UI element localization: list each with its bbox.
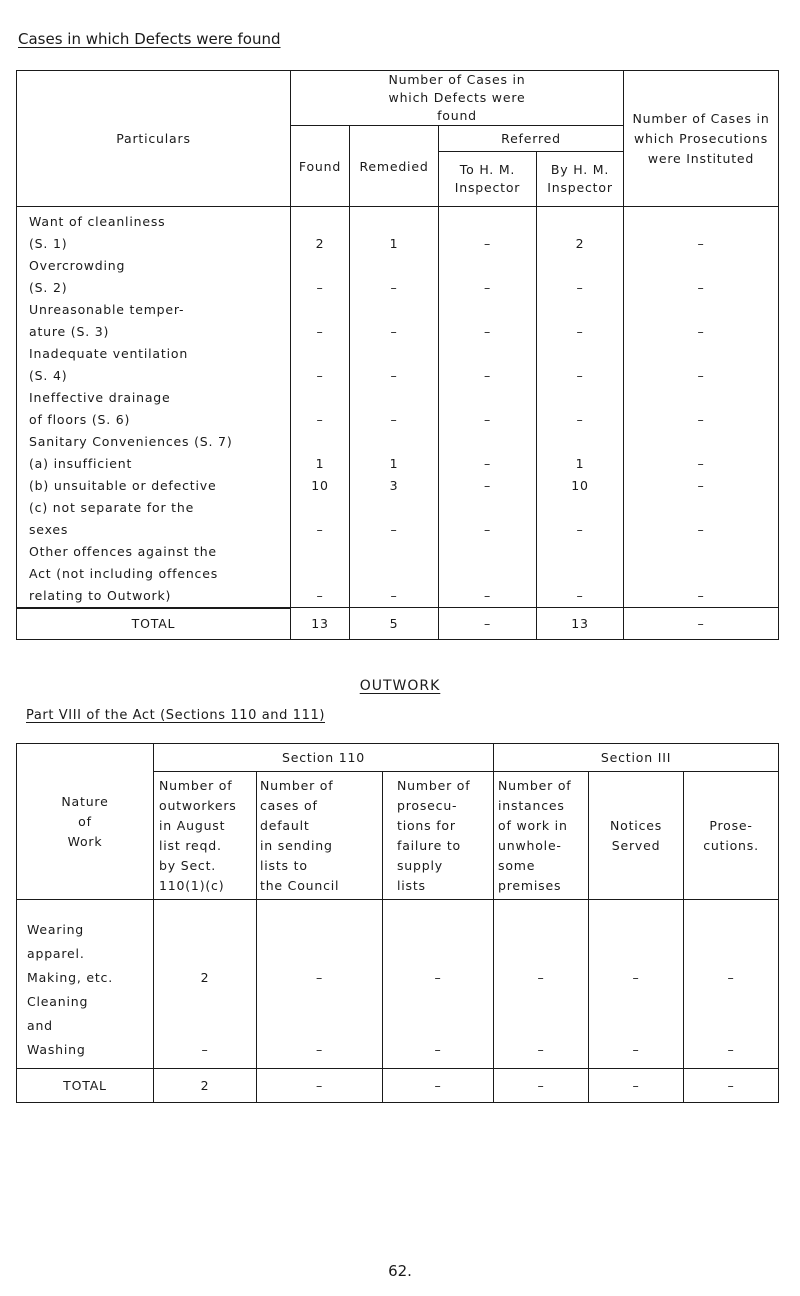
outwork-total-value: – — [589, 1068, 684, 1102]
cell-value: – — [390, 521, 398, 537]
referred-header: Referred — [439, 126, 624, 152]
cell-value: – — [697, 367, 705, 383]
header-line: some — [498, 857, 536, 873]
cell-remedied — [350, 431, 439, 453]
cell-by-hm — [537, 207, 624, 255]
cell-value: 2 — [315, 235, 325, 251]
cell-by-hm — [537, 343, 624, 387]
particulars-line: Inadequate ventilation — [29, 345, 189, 361]
table-row — [17, 497, 779, 541]
defects-table-body — [17, 207, 779, 608]
nature-line: Nature — [61, 793, 109, 809]
cell-value: – — [257, 990, 383, 1069]
cell-to-hm — [439, 497, 537, 541]
cell-value: – — [576, 323, 584, 339]
header-line: Number of — [498, 777, 572, 793]
remedied-header: Remedied — [350, 126, 439, 207]
header-line: failure to — [397, 837, 462, 853]
header-line: in August — [159, 817, 226, 833]
cell-value: – — [589, 990, 684, 1069]
table-row — [17, 475, 779, 497]
cell-remedied — [350, 453, 439, 475]
cell-to-hm — [439, 475, 537, 497]
cell-value: – — [697, 411, 705, 427]
cell-by-hm — [537, 541, 624, 608]
cell-value: – — [684, 990, 779, 1069]
nature-line: apparel. — [27, 945, 85, 961]
cell-value: – — [494, 900, 589, 990]
defects-group-header: Number of Cases in which Defects were found — [291, 71, 624, 126]
cell-value: – — [576, 521, 584, 537]
particulars-cell — [17, 387, 291, 431]
cell-prosecutions — [624, 497, 779, 541]
particulars-cell — [17, 453, 291, 475]
cell-to-hm — [439, 387, 537, 431]
cell-value: – — [316, 411, 324, 427]
header-line: cutions. — [703, 837, 759, 853]
table-row — [17, 207, 779, 255]
cell-value: – — [697, 455, 705, 471]
header-line: Served — [611, 837, 661, 853]
cell-value: 2 — [575, 235, 585, 251]
cell-value: – — [697, 279, 705, 295]
cell-prosecutions — [624, 541, 779, 608]
total-prosecutions: – — [624, 608, 779, 640]
cell-remedied — [350, 255, 439, 299]
cell-value — [350, 431, 438, 453]
outwork-total-value: – — [257, 1068, 383, 1102]
cell-value: 3 — [389, 477, 399, 493]
cell-value: 1 — [389, 235, 399, 251]
cell-prosecutions — [624, 431, 779, 453]
outwork-subtitle: Part VIII of the Act (Sections 110 and 111) — [26, 708, 325, 723]
cell-found — [291, 541, 350, 608]
cell-value: 1 — [389, 455, 399, 471]
cell-by-hm — [537, 255, 624, 299]
outwork-total-value: – — [684, 1068, 779, 1102]
header-line: premises — [498, 877, 562, 893]
particulars-cell — [17, 541, 291, 608]
found-header: Found — [291, 126, 350, 207]
cell-to-hm — [439, 255, 537, 299]
cell-value: – — [494, 990, 589, 1069]
cell-remedied — [350, 299, 439, 343]
cell-value — [537, 431, 623, 453]
cell-value: – — [383, 990, 494, 1069]
cell-value: – — [316, 279, 324, 295]
cell-value: – — [576, 411, 584, 427]
cell-value: – — [316, 521, 324, 537]
particulars-line: Act (not including offences — [29, 565, 219, 581]
cell-prosecutions — [624, 387, 779, 431]
outwork-total-value: 2 — [154, 1068, 257, 1102]
cell-to-hm — [439, 541, 537, 608]
header-line: in sending — [260, 837, 333, 853]
particulars-line: Unreasonable temper- — [29, 301, 185, 317]
cell-found — [291, 207, 350, 255]
cell-prosecutions — [624, 343, 779, 387]
nature-of-work-header — [17, 744, 154, 900]
cell-value: – — [483, 477, 492, 493]
cell-to-hm — [439, 343, 537, 387]
particulars-line: relating to Outwork) — [29, 587, 172, 603]
notices-served-header — [589, 772, 684, 900]
cell-prosecutions — [624, 299, 779, 343]
particulars-cell — [17, 207, 291, 255]
cell-value: – — [697, 235, 705, 251]
page-heading: Cases in which Defects were found — [18, 30, 281, 48]
table-row — [17, 453, 779, 475]
cell-remedied — [350, 497, 439, 541]
cell-value: – — [390, 367, 398, 383]
cell-value: – — [697, 323, 705, 339]
table-row — [17, 990, 779, 1069]
cell-value: – — [390, 323, 398, 339]
cell-by-hm — [537, 431, 624, 453]
header-line: prosecu- — [397, 797, 458, 813]
cell-value: 2 — [154, 900, 257, 990]
header-line: unwhole- — [498, 837, 562, 853]
nature-line: Wearing — [27, 921, 85, 937]
by-hm-inspector-header: By H. M. Inspector — [537, 152, 624, 207]
table-row — [17, 431, 779, 453]
header-line: Number of — [260, 777, 334, 793]
nature-line: of — [78, 813, 92, 829]
total-by-hm: 13 — [537, 608, 624, 640]
header-line: of work in — [498, 817, 568, 833]
total-found: 13 — [291, 608, 350, 640]
cell-value — [439, 431, 536, 453]
particulars-line: ature (S. 3) — [29, 323, 110, 339]
particulars-line: (S. 1) — [29, 235, 68, 251]
header-line: Number of — [397, 777, 471, 793]
header-line: Notices — [610, 817, 663, 833]
cases-of-default-header — [257, 772, 383, 900]
nature-line: Cleaning — [27, 993, 89, 1009]
prosecutions-header: Number of Cases in which Prosecutions were Instituted — [624, 71, 779, 207]
cell-to-hm — [439, 431, 537, 453]
header-line: outworkers — [159, 797, 237, 813]
cell-to-hm — [439, 299, 537, 343]
outwork-title: OUTWORK — [359, 678, 441, 694]
cell-by-hm — [537, 299, 624, 343]
cell-remedied — [350, 343, 439, 387]
cell-value: – — [390, 588, 398, 603]
particulars-line: Ineffective drainage — [29, 389, 171, 405]
header-line: cases of — [260, 797, 318, 813]
table-row-total — [17, 1068, 779, 1102]
section-111-header: Section III — [494, 744, 779, 772]
cell-value: 1 — [315, 455, 325, 471]
total-label: TOTAL — [17, 608, 291, 640]
particulars-line: Other offences against the — [29, 543, 217, 559]
cell-value: – — [390, 279, 398, 295]
cell-value: 10 — [571, 477, 589, 493]
cell-value: – — [390, 411, 398, 427]
cell-value: – — [589, 900, 684, 990]
table-row — [17, 343, 779, 387]
cell-value: 1 — [575, 455, 585, 471]
cell-value: – — [684, 900, 779, 990]
cell-by-hm — [537, 387, 624, 431]
nature-line: Work — [67, 833, 103, 849]
nature-line: and — [27, 1017, 53, 1033]
outwork-total-value: – — [494, 1068, 589, 1102]
header-line: instances — [498, 797, 565, 813]
cell-to-hm — [439, 207, 537, 255]
nature-cell — [17, 900, 154, 990]
cell-value: – — [697, 521, 705, 537]
cell-remedied — [350, 541, 439, 608]
cell-value — [291, 431, 349, 453]
table-row — [17, 387, 779, 431]
outwork-table-body — [17, 900, 779, 1069]
cell-by-hm — [537, 453, 624, 475]
table-row — [17, 255, 779, 299]
cell-found — [291, 475, 350, 497]
cell-value: – — [154, 990, 257, 1069]
nature-line: Washing — [27, 1041, 86, 1057]
particulars-line: (S. 4) — [29, 367, 68, 383]
total-to-hm: – — [439, 608, 537, 640]
header-line: lists to — [260, 857, 308, 873]
header-line: Number of — [159, 777, 233, 793]
cell-value: – — [483, 521, 492, 537]
table-row — [17, 900, 779, 990]
cell-value: – — [576, 367, 584, 383]
cell-found — [291, 387, 350, 431]
cell-value: – — [483, 411, 492, 427]
particulars-cell — [17, 299, 291, 343]
cell-value: – — [576, 279, 584, 295]
cell-value: – — [483, 367, 492, 383]
cell-value: – — [697, 477, 705, 493]
outwork-total-value: – — [383, 1068, 494, 1102]
cell-found — [291, 255, 350, 299]
particulars-cell — [17, 255, 291, 299]
nature-line: Making, etc. — [27, 969, 113, 985]
cell-value: – — [697, 588, 705, 603]
cell-value: – — [483, 455, 492, 471]
table-row — [17, 299, 779, 343]
outwork-table — [16, 743, 779, 1103]
particulars-line: of floors (S. 6) — [29, 411, 131, 427]
cell-value — [624, 431, 778, 453]
cell-prosecutions — [624, 453, 779, 475]
cell-remedied — [350, 387, 439, 431]
cell-value: – — [483, 323, 492, 339]
cell-found — [291, 299, 350, 343]
particulars-line: Want of cleanliness — [29, 213, 166, 229]
nature-cell — [17, 990, 154, 1069]
particulars-line: (a) insufficient — [29, 455, 133, 471]
header-line: default — [260, 817, 310, 833]
table-row-total — [17, 608, 779, 640]
cell-value: – — [316, 323, 324, 339]
particulars-line: (b) unsuitable or defective — [29, 477, 217, 493]
cell-value: – — [316, 588, 324, 603]
cell-value: – — [383, 900, 494, 990]
header-line: tions for — [397, 817, 456, 833]
particulars-cell — [17, 343, 291, 387]
cell-remedied — [350, 207, 439, 255]
prosecutions-header-2 — [684, 772, 779, 900]
cell-by-hm — [537, 475, 624, 497]
cell-value: – — [576, 588, 584, 603]
cell-value: – — [483, 588, 492, 603]
particulars-cell — [17, 497, 291, 541]
prosecutions-failure-header — [383, 772, 494, 900]
cell-to-hm — [439, 453, 537, 475]
section-110-header: Section 110 — [154, 744, 494, 772]
cell-found — [291, 431, 350, 453]
cell-found — [291, 453, 350, 475]
outwork-total-label: TOTAL — [17, 1068, 154, 1102]
table-row — [17, 541, 779, 608]
particulars-line: Sanitary Conveniences (S. 7) — [29, 433, 233, 449]
particulars-line: (S. 2) — [29, 279, 68, 295]
particulars-line: Overcrowding — [29, 257, 126, 273]
header-line: lists — [397, 877, 426, 893]
unwholesome-premises-header — [494, 772, 589, 900]
to-hm-inspector-header: To H. M. Inspector — [439, 152, 537, 207]
header-line: supply — [397, 857, 443, 873]
header-line: by Sect. — [159, 857, 217, 873]
particulars-cell — [17, 475, 291, 497]
header-line: 110(1)(c) — [159, 877, 225, 893]
cell-prosecutions — [624, 475, 779, 497]
cell-value: 10 — [311, 477, 329, 493]
particulars-cell — [17, 431, 291, 453]
cell-remedied — [350, 475, 439, 497]
cell-by-hm — [537, 497, 624, 541]
defects-table — [16, 70, 779, 640]
cell-found — [291, 497, 350, 541]
particulars-line: sexes — [29, 521, 69, 537]
particulars-header: Particulars — [17, 71, 291, 207]
cell-prosecutions — [624, 255, 779, 299]
page-number: 62. — [388, 1262, 412, 1280]
cell-prosecutions — [624, 207, 779, 255]
cell-value: – — [257, 900, 383, 990]
cell-value: – — [483, 235, 492, 251]
cell-value: – — [316, 367, 324, 383]
header-line: the Council — [260, 877, 340, 893]
outworkers-header — [154, 772, 257, 900]
cell-value: – — [483, 279, 492, 295]
header-line: Prose- — [709, 817, 753, 833]
total-remedied: 5 — [350, 608, 439, 640]
header-line: list reqd. — [159, 837, 222, 853]
particulars-line: (c) not separate for the — [29, 499, 195, 515]
cell-found — [291, 343, 350, 387]
